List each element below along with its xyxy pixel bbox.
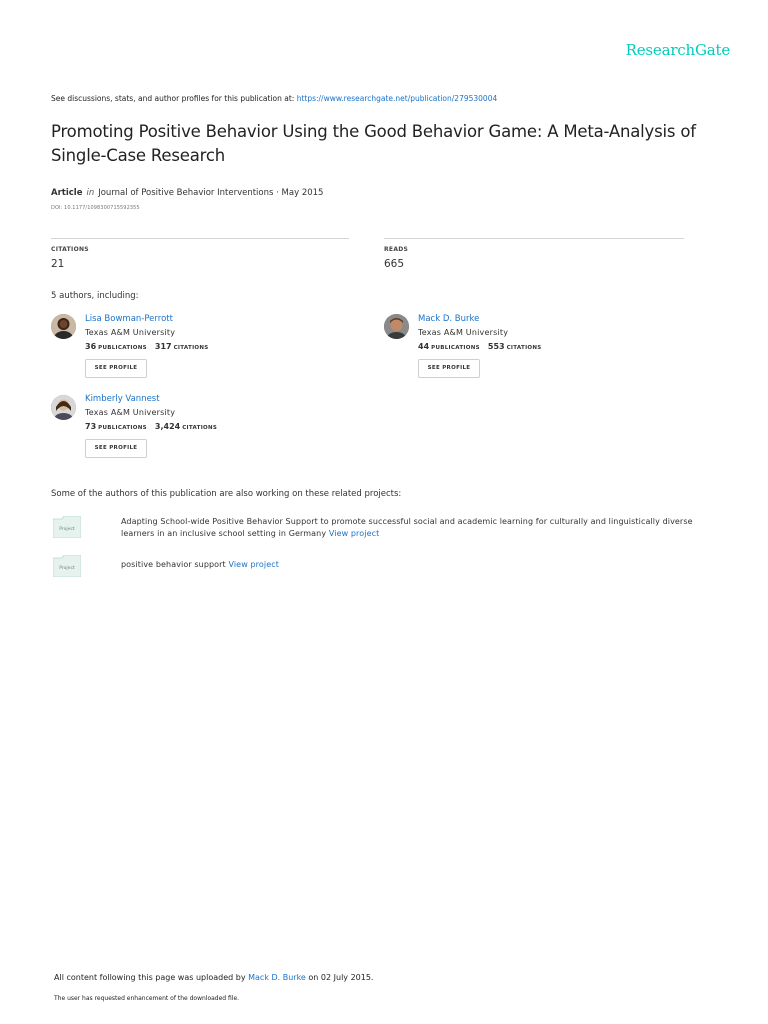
uploader-link[interactable]: Mack D. Burke xyxy=(248,973,306,982)
publication-link[interactable]: https://www.researchgate.net/publication/279530004 xyxy=(296,94,498,103)
see-profile-button[interactable]: SEE PROFILE xyxy=(418,359,480,378)
discussion-line xyxy=(51,94,497,103)
citations-divider xyxy=(51,238,349,239)
avatar[interactable] xyxy=(51,395,76,420)
citations-count: 317 xyxy=(154,342,172,351)
reads-value: 665 xyxy=(384,258,405,270)
view-project-link[interactable]: View project xyxy=(328,529,380,538)
publications-label: PUBLICATIONS xyxy=(431,345,480,351)
citations-label: CITATIONS xyxy=(506,345,542,351)
doi: DOI: 10.1177/1098300715592355 xyxy=(51,205,140,211)
related-projects-heading: Some of the authors of this publication are also working on these related projects: xyxy=(51,489,402,499)
author-name[interactable]: Lisa Bowman-Perrott xyxy=(85,314,173,324)
article-type: Article xyxy=(51,188,83,198)
article-in: in xyxy=(86,188,95,198)
author-institution: Texas A&M University xyxy=(85,328,176,337)
publications-count: 73 xyxy=(85,422,97,431)
journal-name: Journal of Positive Behavior Interventions · May 2015 xyxy=(98,188,324,198)
upload-suffix: on 02 July 2015. xyxy=(305,973,374,982)
project-icon xyxy=(53,555,81,577)
project-description xyxy=(121,559,279,571)
publications-count: 36 xyxy=(85,342,97,351)
author-stats xyxy=(85,342,217,351)
upload-prefix: All content following this page was uploaded by xyxy=(54,973,249,982)
project-title: positive behavior support xyxy=(121,560,226,569)
citations-count: 3,424 xyxy=(154,422,181,431)
reads-divider xyxy=(384,238,684,239)
project-title: Adapting School-wide Positive Behavior Support to promote successful social and academic learning for culturally and linguistically diverse learners in an inclusive school setting in Germany xyxy=(121,517,693,538)
avatar[interactable] xyxy=(384,314,409,339)
publications-label: PUBLICATIONS xyxy=(98,345,147,351)
citations-label: CITATIONS xyxy=(51,246,89,253)
citations-value: 21 xyxy=(51,258,65,270)
publications-count: 44 xyxy=(418,342,430,351)
upload-info xyxy=(54,973,373,982)
publications-label: PUBLICATIONS xyxy=(98,425,147,431)
svg-text:Project: Project xyxy=(59,566,75,571)
avatar[interactable] xyxy=(51,314,76,339)
view-project-link[interactable]: View project xyxy=(228,560,279,569)
enhancement-note: The user has requested enhancement of the downloaded file. xyxy=(54,995,240,1002)
project-icon xyxy=(53,516,81,538)
author-stats xyxy=(418,342,550,351)
article-info xyxy=(51,188,323,198)
author-name[interactable]: Mack D. Burke xyxy=(418,314,480,324)
publication-title: Promoting Positive Behavior Using the Good Behavior Game: A Meta-Analysis of Single-Case Research xyxy=(51,122,696,165)
authors-heading: 5 authors, including: xyxy=(51,291,139,301)
author-institution: Texas A&M University xyxy=(418,328,509,337)
svg-text:Project: Project xyxy=(59,527,75,532)
citations-count: 553 xyxy=(487,342,505,351)
author-name[interactable]: Kimberly Vannest xyxy=(85,394,160,404)
project-description xyxy=(121,516,716,540)
researchgate-logo[interactable]: ResearchGate xyxy=(625,41,730,59)
see-profile-button[interactable]: SEE PROFILE xyxy=(85,439,147,458)
citations-label: CITATIONS xyxy=(182,425,218,431)
citations-label: CITATIONS xyxy=(173,345,209,351)
author-institution: Texas A&M University xyxy=(85,408,176,417)
see-profile-button[interactable]: SEE PROFILE xyxy=(85,359,147,378)
reads-label: READS xyxy=(384,246,409,253)
discussion-text: See discussions, stats, and author profiles for this publication at: xyxy=(51,94,297,103)
author-stats xyxy=(85,422,225,431)
